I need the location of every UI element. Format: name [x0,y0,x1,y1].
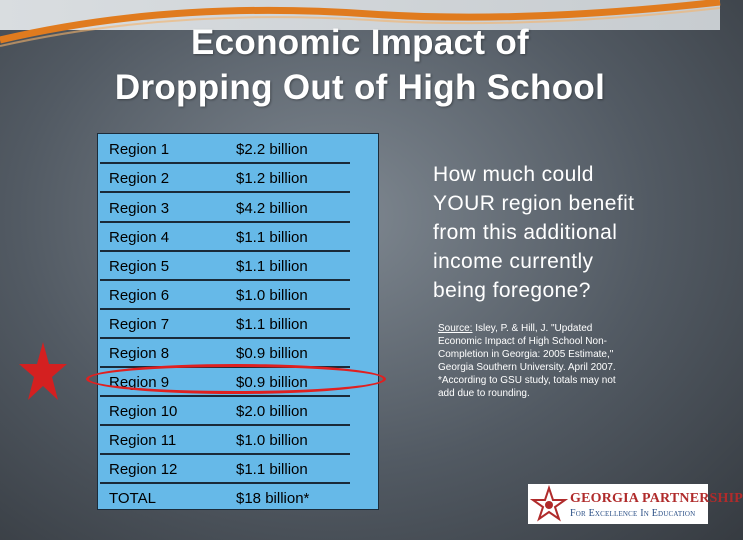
region-value: $0.9 billion [236,345,308,362]
row-divider [100,337,350,339]
question-line-4: income currently [433,250,594,273]
table-row [98,254,380,278]
table-row [98,166,380,190]
question-line-2: YOUR region benefit [433,192,635,215]
region-name: TOTAL [109,490,156,507]
region-value: $1.1 billion [236,461,308,478]
question-line-3: from this additional [433,221,618,244]
logo-star-icon [532,487,566,521]
source-line-5: *According to GSU study, totals may not [438,375,616,386]
region-name: Region 3 [109,200,170,217]
region-name: Region 4 [109,229,170,246]
region-name: Region 11 [109,432,177,449]
region-name: Region 10 [109,403,178,420]
source-line-1 [438,322,658,335]
table-row [98,137,380,161]
row-divider [100,250,350,252]
source-line-3: Completion in Georgia: 2005 Estimate," [438,349,614,360]
region-value: $0.9 billion [236,374,308,391]
question-line-5: being foregone? [433,279,591,302]
region-value: $1.1 billion [236,316,308,333]
table-row [98,283,380,307]
region-name: Region 12 [109,461,178,478]
region-name: Region 1 [109,141,170,158]
region-value: $18 billion* [236,490,310,507]
row-divider [100,395,350,397]
row-divider [100,424,350,426]
region-value: $1.1 billion [236,229,308,246]
source-line-1-text: Isley, P. & Hill, J. "Updated [472,323,593,334]
region-value: $1.0 billion [236,287,308,304]
table-row [98,399,380,423]
region-name: Region 8 [109,345,170,362]
row-divider [100,191,350,193]
table-row [98,196,380,220]
table-row [98,428,380,452]
row-divider [100,453,350,455]
row-divider [100,162,350,164]
source-line-6: add due to rounding. [438,388,530,399]
page-title [0,20,720,110]
region-value: $2.2 billion [236,141,308,158]
question-line-1: How much could [433,163,594,186]
region-impact-table [97,133,379,510]
table-row [98,225,380,249]
region-name: Region 6 [109,287,170,304]
source-line-2: Economic Impact of High School Non- [438,336,607,347]
table-row [98,457,380,481]
region-9-highlight-ellipse [86,364,386,394]
region-name: Region 2 [109,170,170,187]
source-line-4: Georgia Southern University. April 2007. [438,362,616,373]
title-line-1: Economic Impact of [191,23,529,62]
logo-line-1: GEORGIA PARTNERSHIP [570,491,743,506]
source-citation [438,322,658,400]
region-value: $2.0 billion [236,403,308,420]
source-label: Source: [438,323,473,334]
table-row [98,312,380,336]
row-divider [100,221,350,223]
title-line-2: Dropping Out of High School [114,68,606,107]
region-name: Region 7 [109,316,170,333]
region-value: $1.1 billion [236,258,308,275]
red-star-icon [18,340,68,404]
row-divider [100,279,350,281]
region-name: Region 9 [109,374,170,391]
logo-line-2: For Excellence In Education [570,508,696,519]
region-value: $1.2 billion [236,170,308,187]
table-row [98,341,380,365]
table-row [98,486,380,510]
row-divider [100,482,350,484]
region-value: $4.2 billion [236,200,308,217]
row-divider [100,308,350,310]
region-value: $1.0 billion [236,432,308,449]
benefit-question [433,160,703,305]
georgia-partnership-logo [528,484,743,524]
region-name: Region 5 [109,258,170,275]
